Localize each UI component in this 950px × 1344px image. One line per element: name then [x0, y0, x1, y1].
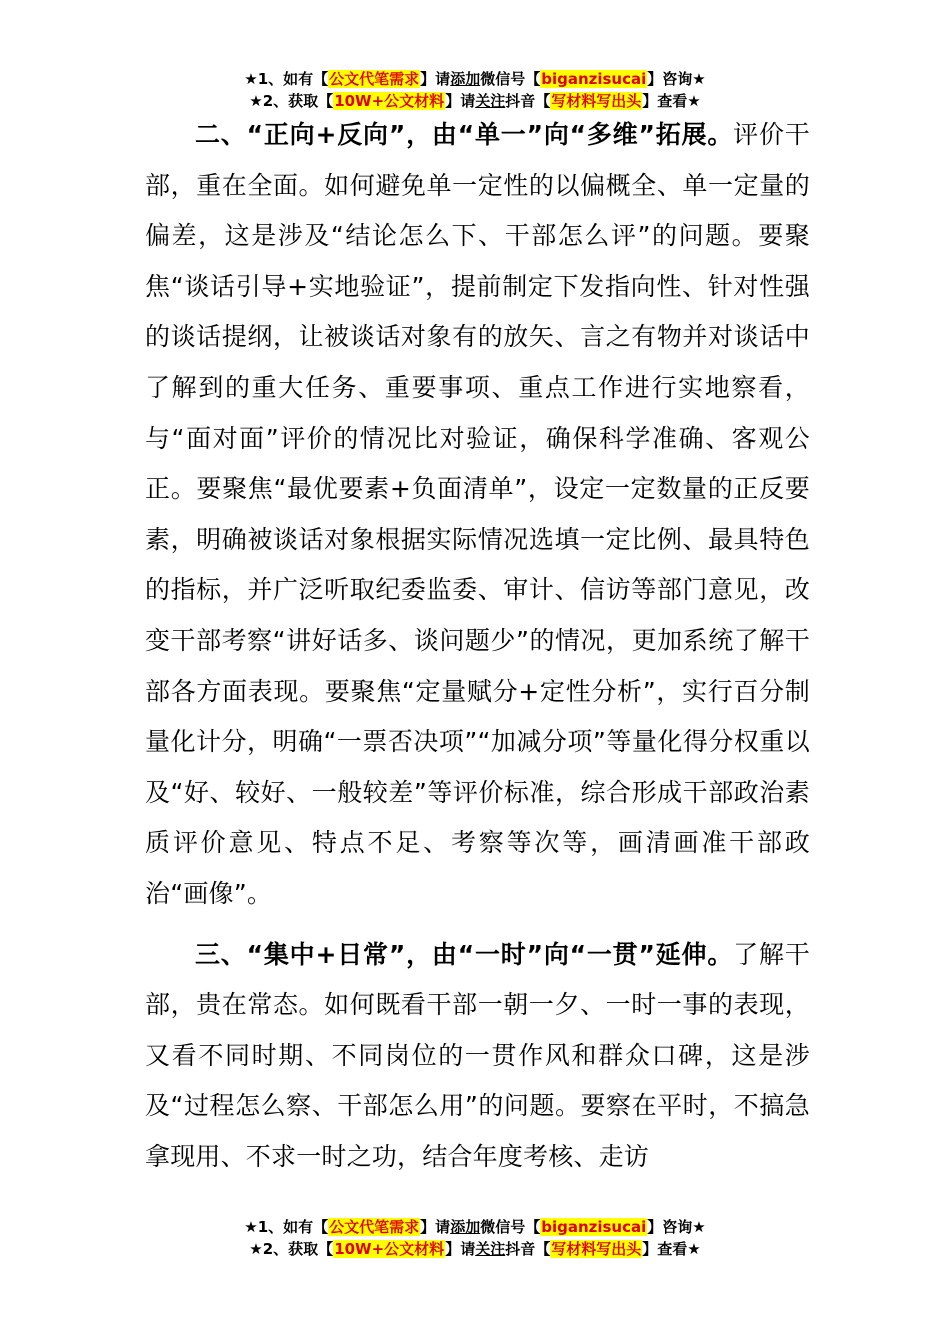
banner-line-1	[0, 1216, 950, 1238]
section-3-paragraph	[145, 930, 810, 1183]
banner-text: 微信号【	[480, 1218, 541, 1236]
highlight-text: 10W+公文材料	[334, 1240, 445, 1258]
footer-banner	[0, 1216, 950, 1260]
section-3-heading: 三、“集中+日常”，由“一时”向“一贯”延伸。	[195, 939, 734, 969]
banner-text: 】请	[445, 1240, 476, 1258]
section-3-text: 了解干部，贵在常态。如何既看干部一朝一夕、一时一事的表现，又看不同时期、不同岗位的一贯作风和群众口碑，这是涉及“过程怎么察、干部怎么用”的问题。要察在平时，不搞急拿现用、不求一时之功，结合年度考核、走访	[145, 939, 810, 1171]
highlight-text: 公文代笔需求	[329, 70, 420, 88]
banner-text: ★2、获取【	[249, 1240, 334, 1258]
highlight-text: 写材料写出头	[551, 1240, 642, 1258]
banner-text: 】咨询★	[647, 1218, 706, 1236]
underlined-text: 关注	[475, 1240, 506, 1258]
banner-text: 】请	[420, 70, 451, 88]
banner-text: 】查看★	[642, 92, 701, 110]
highlight-text: 写材料写出头	[551, 92, 642, 110]
highlight-text: 10W+公文材料	[334, 92, 445, 110]
banner-line-1	[0, 68, 950, 90]
banner-text: 】请	[420, 1218, 451, 1236]
banner-text: 】查看★	[642, 1240, 701, 1258]
banner-text: 抖音【	[505, 1240, 551, 1258]
banner-text: ★1、如有【	[244, 1218, 329, 1236]
header-banner	[0, 68, 950, 112]
banner-text: 】请	[445, 92, 476, 110]
banner-line-2	[0, 90, 950, 112]
banner-text: ★1、如有【	[244, 70, 329, 88]
document-body	[145, 110, 810, 1182]
underlined-text: 添加	[450, 70, 481, 88]
underlined-text: 添加	[450, 1218, 481, 1236]
banner-line-2	[0, 1238, 950, 1260]
banner-text: 】咨询★	[647, 70, 706, 88]
highlight-text: biganzisucai	[541, 70, 647, 88]
section-2-heading: 二、“正向+反向”，由“单一”向“多维”拓展。	[195, 120, 734, 149]
section-2-paragraph	[145, 110, 810, 920]
highlight-text: 公文代笔需求	[329, 1218, 420, 1236]
highlight-text: biganzisucai	[541, 1218, 647, 1236]
section-2-text: 评价干部，重在全面。如何避免单一定性的以偏概全、单一定量的偏差，这是涉及“结论怎么下、干部怎么评”的问题。要聚焦“谈话引导+实地验证”，提前制定下发指向性、针对性强的谈话提纲，让被谈话对象有的放矢、言之有物并对谈话中了解到的重大任务、重要事项、重点工作进行实地察看，与“面对面”评价的情况比对验证，确保科学准确、客观公正。要聚焦“最优要素+负面清单”，设定一定数量的正反要素，明确被谈话对象根据实际情况选填一定比例、最具特色的指标，并广泛听取纪委监委、审计、信访等部门意见，改变干部考察“讲好话多、谈问题少”的情况，更加系统了解干部各方面表现。要聚焦“定量赋分+定性分析”，实行百分制量化计分，明确“一票否决项”“加减分项”等量化得分权重以及“好、较好、一般较差”等评价标准，综合形成干部政治素质评价意见、特点不足、考察等次等，画清画准干部政治“画像”。	[145, 120, 810, 908]
banner-text: 抖音【	[505, 92, 551, 110]
underlined-text: 关注	[475, 92, 506, 110]
banner-text: ★2、获取【	[249, 92, 334, 110]
banner-text: 微信号【	[480, 70, 541, 88]
